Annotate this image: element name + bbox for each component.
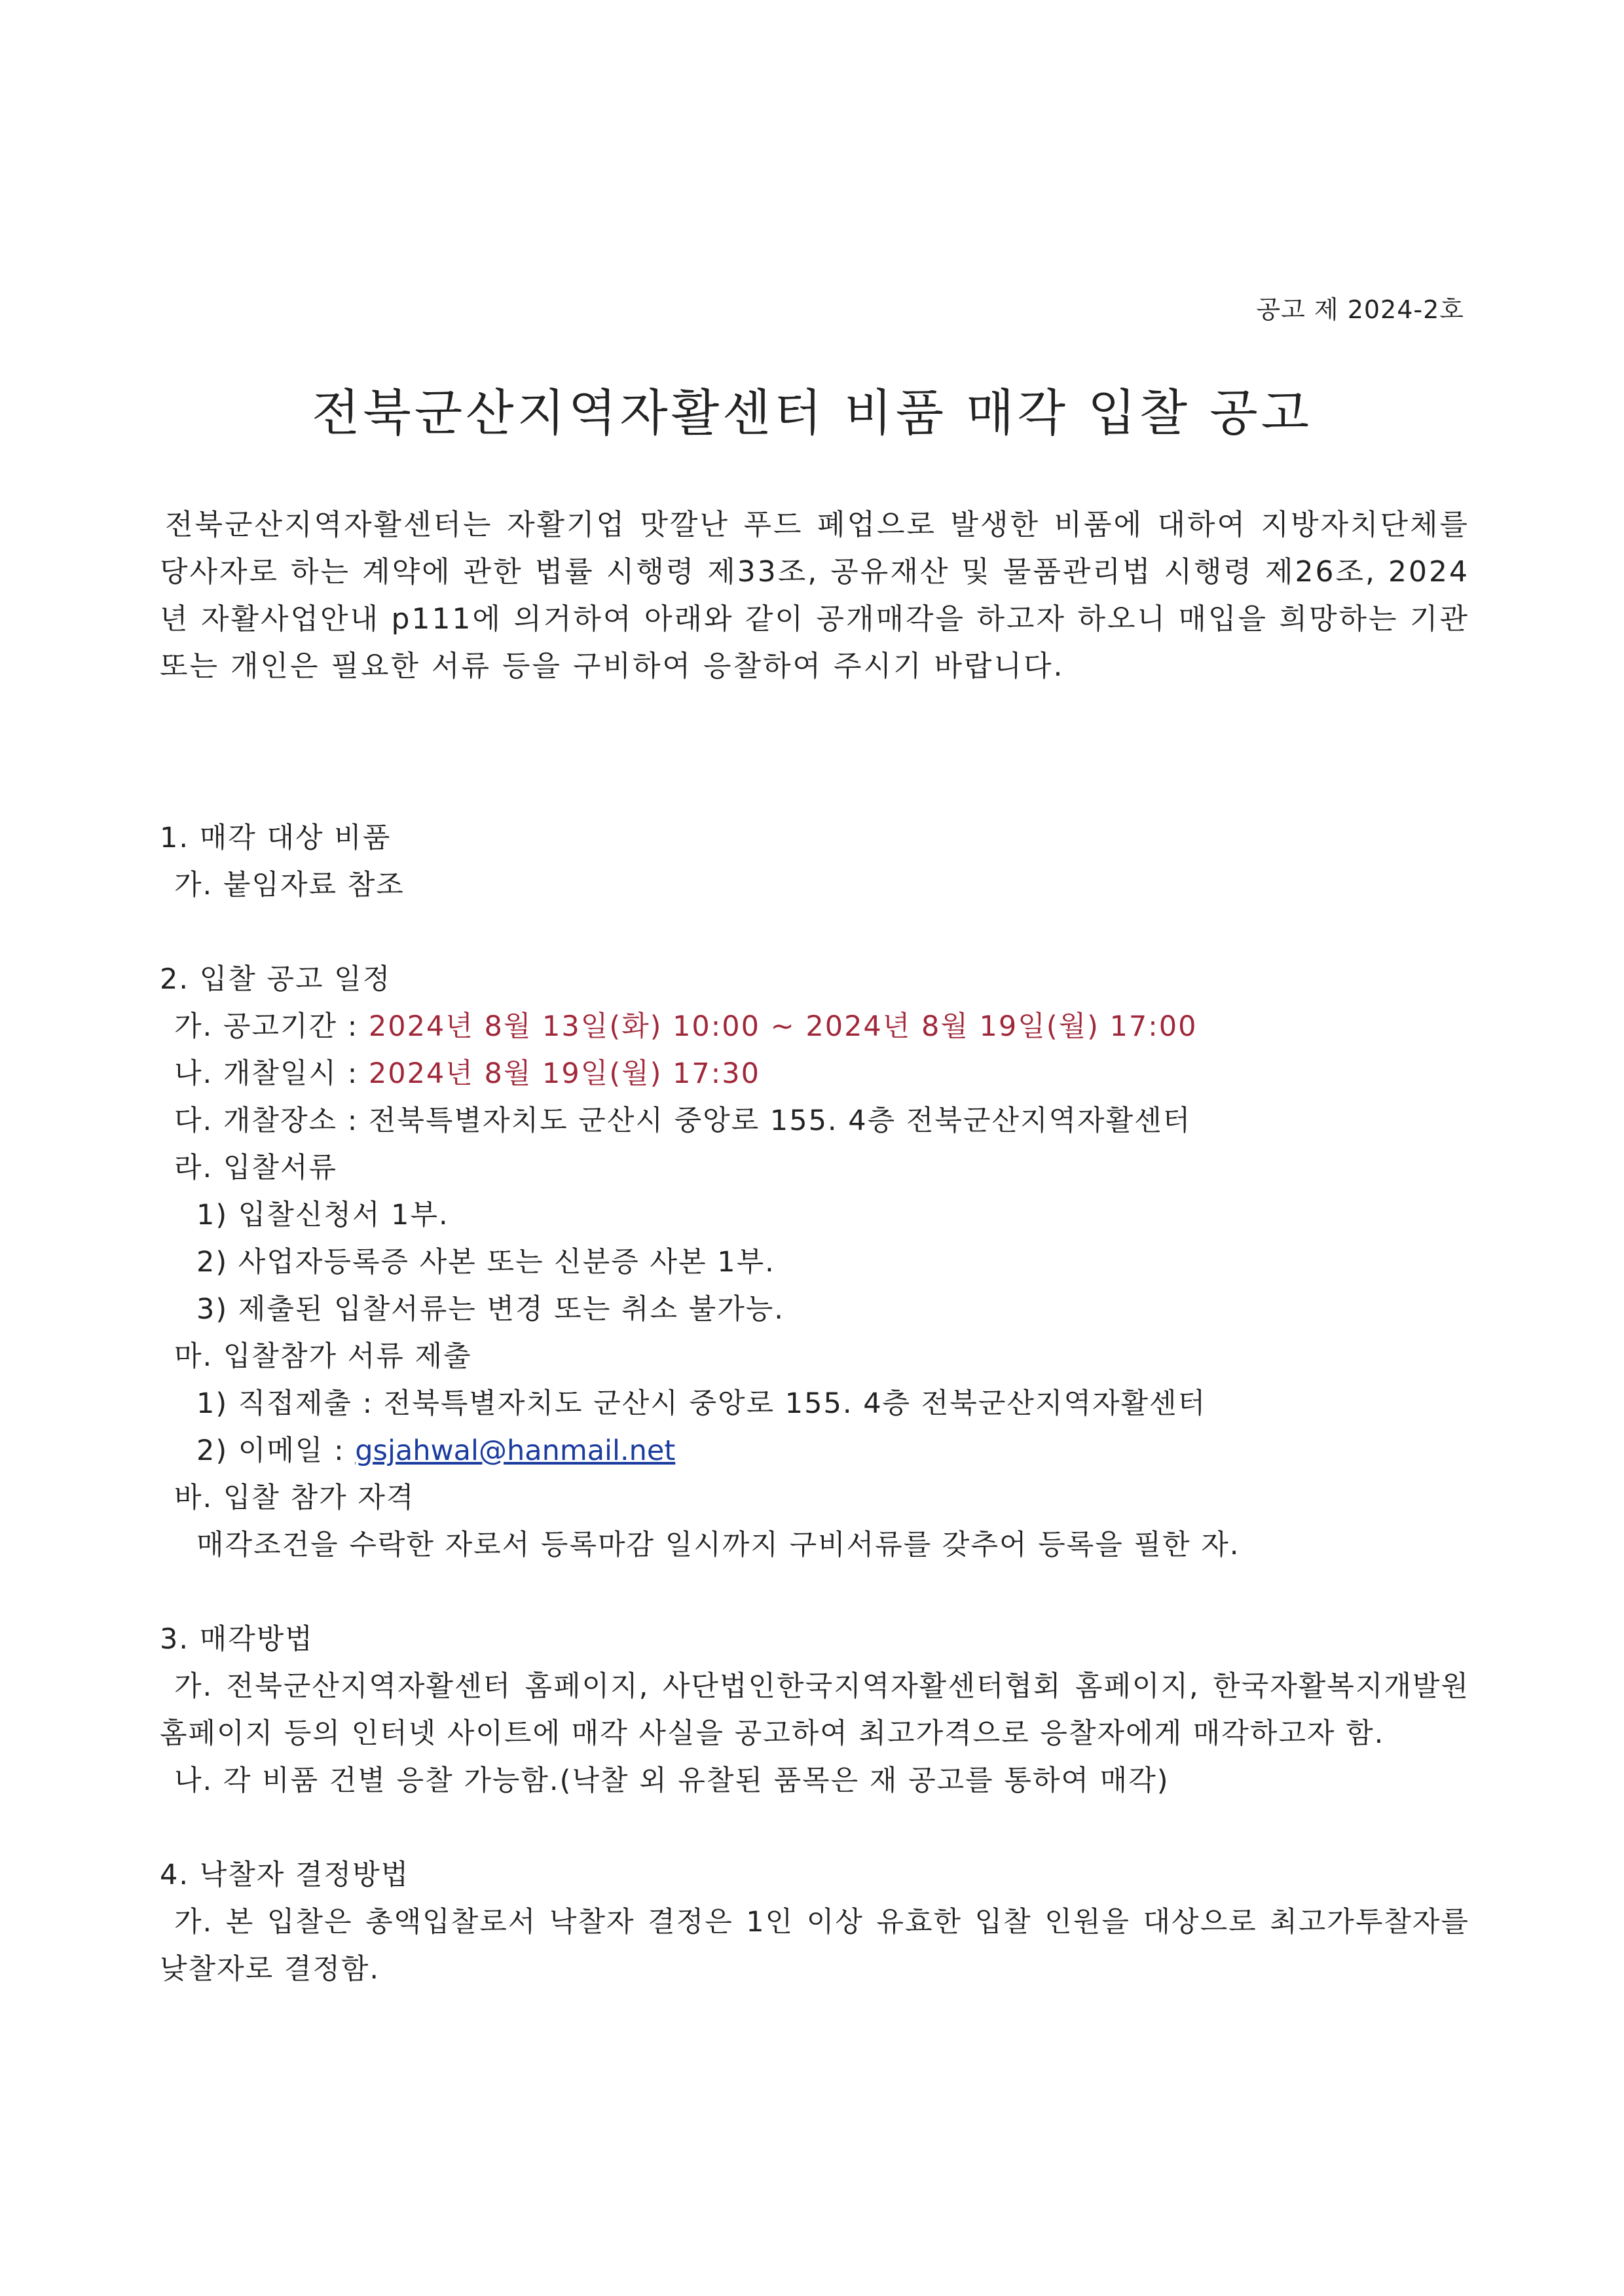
section-3-heading: 3. 매각방법 <box>160 1623 314 1656</box>
submission-email <box>160 1427 1469 1474</box>
spacer <box>160 1569 1469 1616</box>
spacer <box>160 909 1469 956</box>
qualification-heading: 바. 입찰 참가 자격 <box>174 1482 415 1514</box>
section-3-item-a: 가. 전북군산지역자활센터 홈페이지, 사단법인한국지역자활센터협회 홈페이지, 한국자활복지개발원 홈페이지 등의 인터넷 사이트에 매각 사실을 공고하여 최고가격으로 응찰자에게 매각하고자 함. <box>160 1670 1469 1750</box>
notice-number: 공고 제 2024-2호 <box>1256 295 1464 324</box>
opening-datetime <box>160 1050 1469 1097</box>
opening-datetime-label: 나. 개찰일시 : <box>174 1057 369 1090</box>
section-1-item-a: 가. 붙임자료 참조 <box>174 869 405 902</box>
submission-direct: 1) 직접제출 : 전북특별자치도 군산시 중앙로 155. 4층 전북군산지역자활센터 <box>196 1387 1207 1420</box>
bid-documents-heading: 라. 입찰서류 <box>174 1152 338 1184</box>
intro-paragraph: 전북군산지역자활센터는 자활기업 맛깔난 푸드 폐업으로 발생한 비품에 대하여 지방자치단체를 당사자로 하는 계약에 관한 법률 시행령 제33조, 공유재산 및 물품관리법 시행령 제26조, 2024년 자활사업안내 p111에 의거하여 아래와 같이 공개매각을 하고자 하오니 매입을 희망하는 기관 또는 개인은 필요한 서류 등을 구비하여 응찰하여 주시기 바랍니다. <box>160 508 1470 683</box>
section-1-heading: 1. 매각 대상 비품 <box>160 822 392 854</box>
section-4-item-a: 가. 본 입찰은 총액입찰로서 낙찰자 결정은 1인 이상 유효한 입찰 인원을 대상으로 최고가투찰자를 낮찰자로 결정함. <box>160 1906 1469 1986</box>
notice-period <box>160 1003 1469 1050</box>
bid-document-2: 2) 사업자등록증 사본 또는 신분증 사본 1부. <box>196 1246 775 1279</box>
opening-place: 다. 개찰장소 : 전북특별자치도 군산시 중앙로 155. 4층 전북군산지역자활센터 <box>174 1104 1192 1137</box>
section-3-item-b: 나. 각 비품 건별 응찰 가능함.(낙찰 외 유찰된 품목은 재 공고를 통하여 매각) <box>174 1764 1170 1797</box>
notice-body <box>160 814 1469 1993</box>
notice-period-label: 가. 공고기간 : <box>174 1010 369 1043</box>
notice-period-value: 2024년 8월 13일(화) 10:00 ~ 2024년 8월 19일(월) 17:00 <box>368 1010 1198 1043</box>
spacer <box>160 1804 1469 1851</box>
bid-document-1: 1) 입찰신청서 1부. <box>196 1199 449 1231</box>
section-2-heading: 2. 입찰 공고 일정 <box>160 963 392 996</box>
qualification-text: 매각조건을 수락한 자로서 등록마감 일시까지 구비서류를 갖추어 등록을 필한 자. <box>196 1529 1240 1561</box>
bid-document-3: 3) 제출된 입찰서류는 변경 또는 취소 불가능. <box>196 1293 784 1326</box>
submission-email-label: 2) 이메일 : <box>196 1434 356 1467</box>
section-4-heading: 4. 낙찰자 결정방법 <box>160 1859 410 1891</box>
opening-datetime-value: 2024년 8월 19일(월) 17:30 <box>368 1057 760 1090</box>
submission-heading: 마. 입찰참가 서류 제출 <box>174 1340 472 1373</box>
email-link[interactable]: gsjahwal@hanmail.net <box>355 1434 676 1467</box>
document-title: 전북군산지역자활센터 비품 매각 입찰 공고 <box>311 384 1313 442</box>
